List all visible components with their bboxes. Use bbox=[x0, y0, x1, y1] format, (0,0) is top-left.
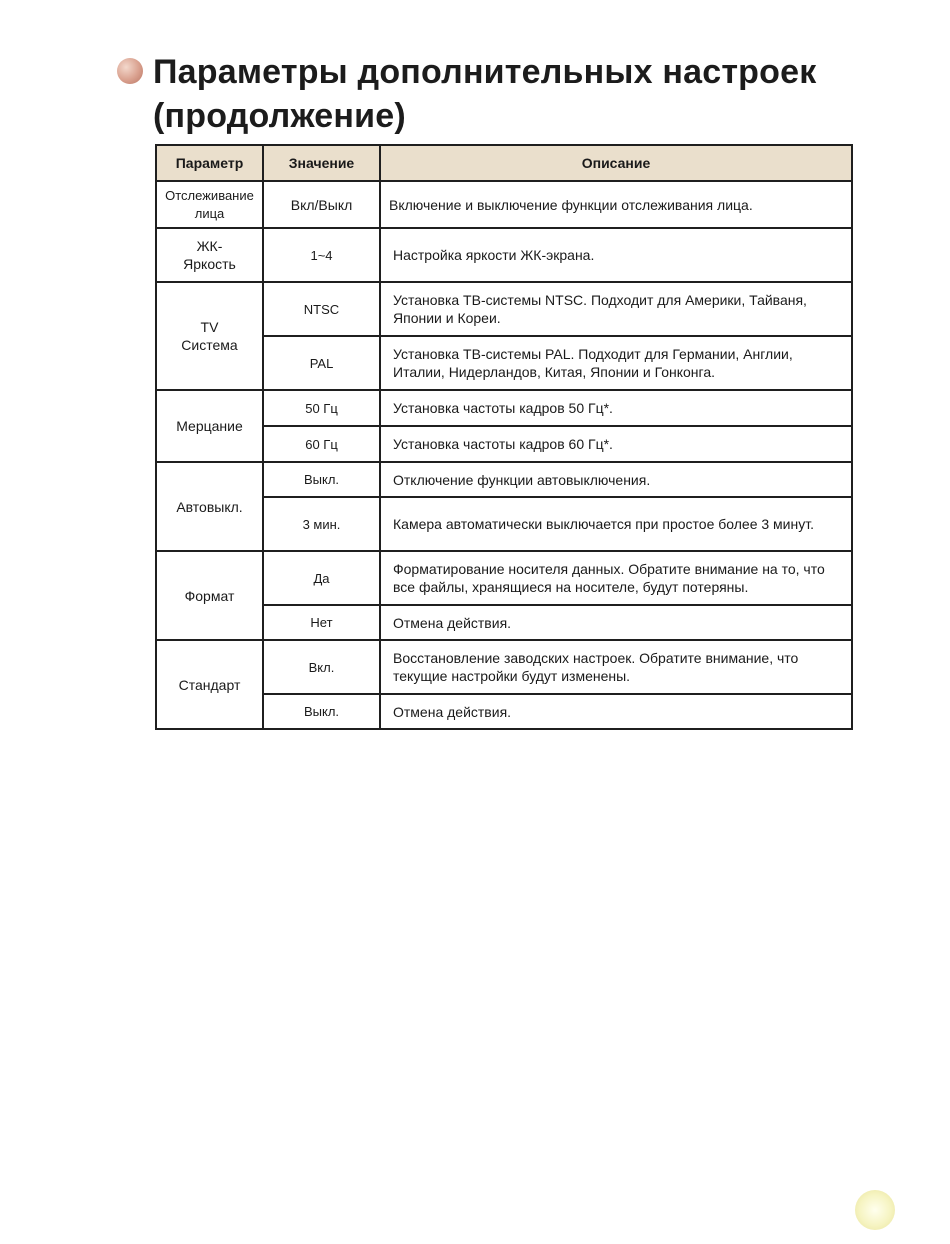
description-cell: Отмена действия. bbox=[380, 605, 852, 640]
table-row bbox=[156, 181, 852, 228]
description-cell: Включение и выключение функции отслеживания лица. bbox=[380, 181, 852, 228]
param-cell: TV Система bbox=[156, 282, 263, 390]
heading-bullet-icon bbox=[117, 58, 143, 84]
value-cell: PAL bbox=[263, 336, 380, 390]
description-cell: Установка ТВ-системы PAL. Подходит для Германии, Англии, Италии, Нидерландов, Китая, Японии и Гонконга. bbox=[380, 336, 852, 390]
param-cell: Отслеживание лица bbox=[156, 181, 263, 228]
table-header-row bbox=[156, 145, 852, 181]
value-cell: 3 мин. bbox=[263, 497, 380, 551]
description-cell: Установка частоты кадров 50 Гц*. bbox=[380, 390, 852, 426]
description-cell: Отмена действия. bbox=[380, 694, 852, 729]
page-title-line1: Параметры дополнительных настроек bbox=[153, 53, 817, 91]
value-cell: Вкл/Выкл bbox=[263, 181, 380, 228]
param-cell: Формат bbox=[156, 551, 263, 640]
table-row bbox=[156, 390, 852, 426]
table-row bbox=[156, 551, 852, 605]
value-cell: 1~4 bbox=[263, 228, 380, 282]
description-cell: Отключение функции автовыключения. bbox=[380, 462, 852, 497]
description-cell: Форматирование носителя данных. Обратите внимание на то, что все файлы, хранящиеся на носителе, будут потеряны. bbox=[380, 551, 852, 605]
table-row bbox=[156, 640, 852, 694]
description-cell: Настройка яркости ЖК-экрана. bbox=[380, 228, 852, 282]
table-row bbox=[156, 462, 852, 497]
value-cell: Выкл. bbox=[263, 462, 380, 497]
description-cell: Восстановление заводских настроек. Обратите внимание, что текущие настройки будут изменены. bbox=[380, 640, 852, 694]
value-cell: Нет bbox=[263, 605, 380, 640]
param-cell: Мерцание bbox=[156, 390, 263, 462]
description-cell: Камера автоматически выключается при простое более 3 минут. bbox=[380, 497, 852, 551]
table-row bbox=[156, 282, 852, 336]
page-marker-icon bbox=[855, 1190, 895, 1230]
description-cell: Установка частоты кадров 60 Гц*. bbox=[380, 426, 852, 462]
description-cell: Установка ТВ-системы NTSC. Подходит для Америки, Тайваня, Японии и Кореи. bbox=[380, 282, 852, 336]
column-header-value: Значение bbox=[263, 145, 380, 181]
column-header-description: Описание bbox=[380, 145, 852, 181]
value-cell: Выкл. bbox=[263, 694, 380, 729]
page-title bbox=[153, 50, 816, 138]
value-cell: 60 Гц bbox=[263, 426, 380, 462]
value-cell: Да bbox=[263, 551, 380, 605]
param-cell: Автовыкл. bbox=[156, 462, 263, 551]
value-cell: NTSC bbox=[263, 282, 380, 336]
table-row bbox=[156, 228, 852, 282]
value-cell: 50 Гц bbox=[263, 390, 380, 426]
param-cell: Стандарт bbox=[156, 640, 263, 729]
page-title-line2: (продолжение) bbox=[153, 97, 406, 135]
value-cell: Вкл. bbox=[263, 640, 380, 694]
param-cell: ЖК- Яркость bbox=[156, 228, 263, 282]
settings-table bbox=[155, 144, 853, 730]
column-header-param: Параметр bbox=[156, 145, 263, 181]
